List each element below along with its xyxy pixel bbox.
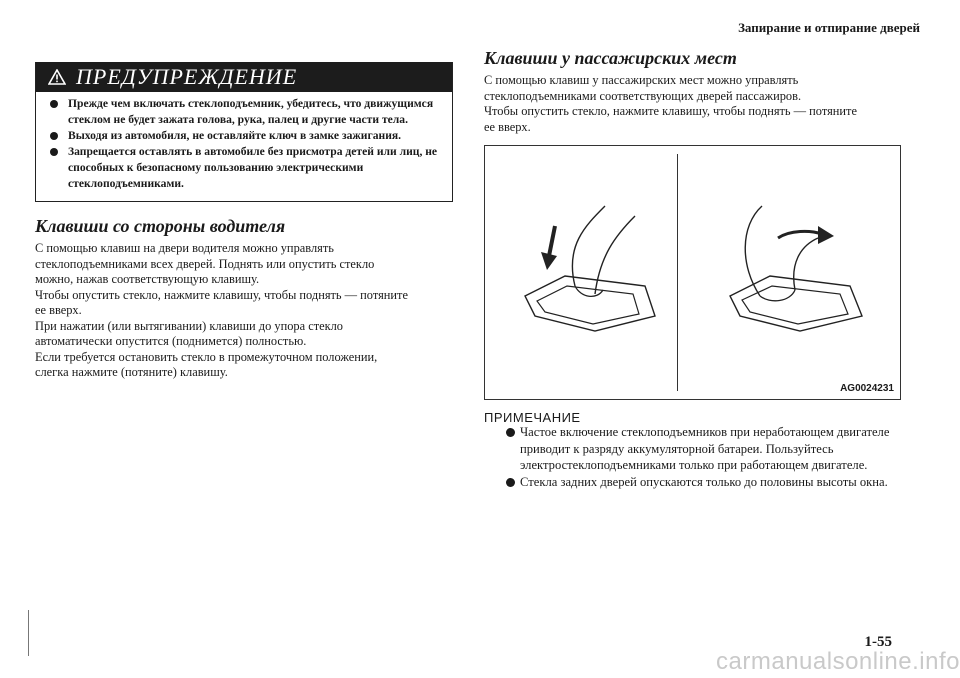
figure-code: AG0024231 [840, 383, 894, 394]
text-line: ее вверх. [35, 303, 82, 317]
text-line: С помощью клавиш на двери водителя можно управлять [35, 241, 334, 255]
warning-box [35, 62, 453, 202]
warning-item: Прежде чем включать стеклоподъемник, убедитесь, что движущимся стеклом не будет зажата голова, рука, палец и другие части тела. [46, 96, 444, 128]
text-line: стеклоподъемниками всех дверей. Поднять или опустить стекло [35, 256, 375, 271]
note-item: Частое включение стеклоподъемников при неработающем двигателе приводит к разряду аккумуляторной батареи. Пользуйтесь электростеклоподъемниками только при работающем двигателе. [484, 424, 924, 474]
warning-header [36, 62, 452, 92]
text-line: ее вверх. [484, 119, 531, 134]
text-line: Чтобы опустить стекло, нажмите клавишу, чтобы поднять — потяните [35, 287, 408, 302]
warning-item: Выходя из автомобиля, не оставляйте ключ в замке зажигания. [46, 128, 444, 144]
passenger-section-heading: Клавиши у пассажирских мест [484, 48, 737, 68]
text-line: Чтобы опустить стекло, нажмите клавишу, чтобы поднять — потяните [484, 104, 857, 118]
note-title: ПРИМЕЧАНИЕ [484, 410, 581, 425]
bullet-icon [50, 100, 58, 108]
push-switch-illustration-icon [505, 186, 665, 336]
warning-item: Запрещается оставлять в автомобиле без присмотра детей или лиц, не способных к безопасному пользованию электрическими стеклоподъемниками. [46, 144, 444, 192]
figure-divider [677, 154, 678, 391]
watermark: carmanualsonline.info [716, 648, 960, 675]
window-switch-figure [484, 145, 901, 400]
passenger-section-text [484, 73, 924, 135]
warning-title: ПРЕДУПРЕЖДЕНИЕ [76, 64, 298, 89]
section-title: Запирание и отпирание дверей [738, 20, 920, 35]
bullet-icon [50, 148, 58, 156]
driver-section-text [35, 241, 455, 381]
page-number: 1-55 [864, 634, 892, 650]
bullet-icon [506, 478, 515, 487]
warning-list [46, 96, 444, 192]
page-fold-mark [28, 610, 29, 656]
text-line: стеклоподъемниками соответствующих дверей пассажиров. [484, 88, 802, 103]
bullet-icon [506, 428, 515, 437]
text-line: С помощью клавиш у пассажирских мест можно управлять [484, 73, 799, 87]
text-line: можно, нажав соответствующую клавишу. [35, 272, 260, 286]
text-line: слегка нажмите (потяните) клавишу. [35, 365, 228, 379]
text-line: При нажатии (или вытягивании) клавиши до упора стекло [35, 318, 344, 333]
pull-switch-illustration-icon [700, 186, 890, 336]
driver-section-heading: Клавиши со стороны водителя [35, 216, 286, 236]
warning-triangle-icon [48, 69, 66, 85]
text-line: автоматически опустится (поднимется) полностью. [35, 334, 307, 348]
text-line: Если требуется остановить стекло в промежуточном положении, [35, 349, 378, 364]
bullet-icon [50, 132, 58, 140]
note-item: Стекла задних дверей опускаются только до половины высоты окна. [484, 474, 924, 491]
note-list [484, 424, 924, 490]
